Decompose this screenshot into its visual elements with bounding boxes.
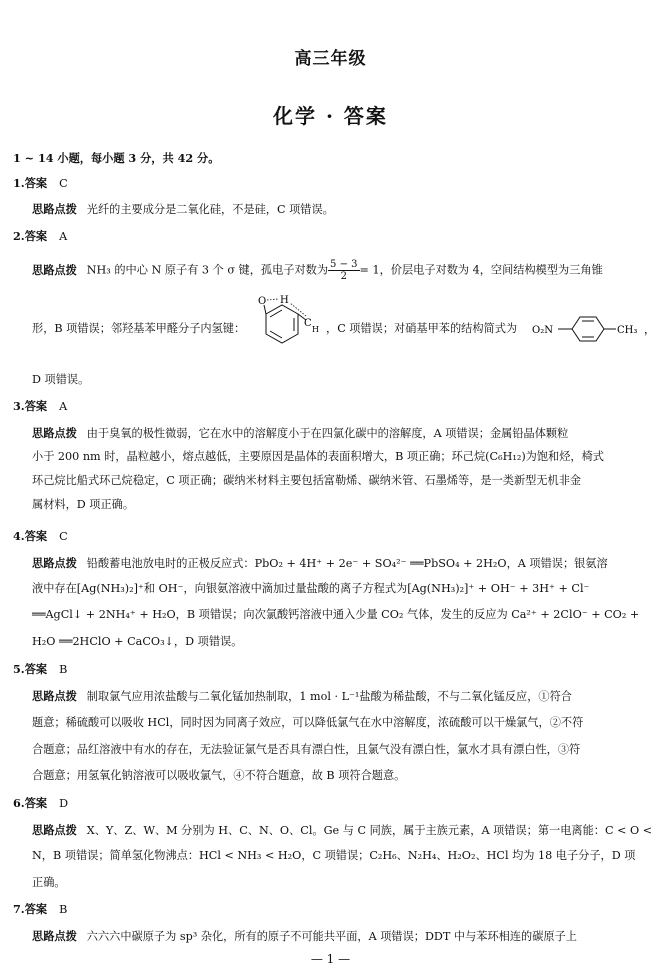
q5-hint-line2: 题意；稀硫酸可以吸收 HCl，同时因为同离子效应，可以降低氯气在水中溶解度，浓硫酸可以干燥氯气，②不符: [32, 716, 584, 729]
q5-answer-line: 5.答案 B: [13, 662, 68, 676]
q2-answer: A: [59, 230, 68, 243]
aldehyde-h-label: H: [312, 325, 319, 334]
q1-hint: 思路点拨 光纤的主要成分是二氧化硅，不是硅，C 项错误。: [32, 202, 334, 216]
carbon-label: C: [304, 318, 312, 329]
q4-answer: C: [59, 530, 68, 543]
q3-answer-line: 3.答案 A: [13, 399, 68, 413]
q5-hint-line1: 思路点拨 制取氯气应用浓盐酸与二氧化锰加热制取，1 mol · L⁻¹盐酸为稀盐酸，不与二氧化锰反应，①符合: [32, 689, 572, 703]
q5-hint-line4: 合题意；用氢氧化钠溶液可以吸收氯气，④不符合题意，故 B 项符合题意。: [32, 769, 406, 782]
q7-answer-line: 7.答案 B: [13, 902, 68, 916]
q4-hint-line2: 液中存在[Ag(NH₃)₂]⁺和 OH⁻，向银氨溶液中滴加过量盐酸的离子方程式为[Ag(NH₃)₂]⁺ + OH⁻ + 3H⁺ + Cl⁻: [32, 582, 590, 595]
q4-hint-line1: 思路点拨 铅酸蓄电池放电时的正极反应式：PbO₂ + 4H⁺ + 2e⁻ + SO₄²⁻ ══PbSO₄ + 2H₂O，A 项错误；银氨溶: [32, 556, 608, 570]
q2-hint-line3: D 项错误。: [32, 373, 90, 386]
q5-answer: B: [59, 663, 68, 676]
salicylaldehyde-structure: [250, 292, 328, 358]
q3-hint-line4: 属材料，D 项正确。: [32, 498, 135, 511]
section-intro: 1 ~ 14 小题，每小题 3 分，共 42 分。: [13, 151, 220, 165]
q3-hint-line1: 思路点拨 由于臭氧的极性微弱，它在水中的溶解度小于在四氯化碳中的溶解度，A 项错误；金属铅晶体颗粒: [32, 426, 569, 440]
q2-hint-line2b: ，C 项错误；对硝基甲苯的结构简式为: [326, 322, 518, 335]
q4-hint-line4: H₂O ══2HClO + CaCO₃↓，D 项错误。: [32, 635, 243, 648]
q1-answer-line: 1.答案 C: [13, 176, 68, 190]
q3-hint-line3: 环己烷比船式环己烷稳定，C 项正确；碳纳米材料主要包括富勒烯、碳纳米管、石墨烯等，是一类新型无机非金: [32, 474, 582, 487]
subject-title: 化学 · 答案: [273, 104, 388, 128]
grade-title: 高三年级: [294, 49, 367, 69]
q1-answer: C: [59, 177, 68, 190]
fraction: $\frac{5 - 3}{2}$: [330, 259, 358, 282]
q4-answer-line: 4.答案 C: [13, 529, 68, 543]
hydrogen-label: H: [280, 295, 289, 306]
q6-answer-line: 6.答案 D: [13, 796, 69, 810]
oxygen-label: O: [258, 296, 267, 307]
q6-answer: D: [59, 797, 69, 810]
benzene-ring: [266, 305, 298, 343]
q3-hint-line2: 小于 200 nm 时，晶粒越小，熔点越低，主要原因是晶体的表面积增大，B 项正确；环己烷(C₆H₁₂)为饱和烃，椅式: [32, 450, 604, 463]
q2-answer-line: 2.答案 A: [13, 229, 68, 243]
p-nitrotoluene-structure: [530, 312, 655, 346]
q6-hint-line3: 正确。: [32, 876, 66, 889]
q5-hint-line3: 合题意；品红溶液中有水的存在，无法验证氯气是否具有漂白性，且氯气没有漂白性，氯水才具有漂白性，③符: [32, 743, 581, 756]
q7-answer: B: [59, 903, 68, 916]
nitro-group-label: O₂N: [532, 325, 553, 336]
comma: ，: [644, 323, 655, 336]
methyl-label: CH₃: [617, 325, 638, 336]
q2-hint-line2: 形，B 项错误；邻羟基苯甲醛分子内氢键：: [32, 322, 246, 335]
q3-answer: A: [59, 400, 68, 413]
q6-hint-line1: 思路点拨 X、Y、Z、W、M 分别为 H、C、N、O、Cl。Ge 与 C 同族，属于主族元素，A 项错误；第一电离能：C < O <: [32, 823, 653, 837]
q2-hint-line1: 思路点拨 NH₃ 的中心 N 原子有 3 个 σ 键，孤电子对数为 $\frac{5 - 3}{2}$ = 1，价层电子对数为 4，空间结构模型为三角锥: [32, 259, 603, 282]
page-number: — 1 —: [310, 952, 351, 966]
q7-hint-line1: 思路点拨 六六六中碳原子为 sp³ 杂化，所有的原子不可能共平面，A 项错误；DDT 中与苯环相连的碳原子上: [32, 929, 577, 943]
q6-hint-line2: N，B 项错误；简单氢化物沸点：HCl < NH₃ < H₂O，C 项错误；C₂H₆、N₂H₄、H₂O₂、HCl 均为 18 电子分子，D 项: [32, 849, 636, 862]
q4-hint-line3: ══AgCl↓ + 2NH₄⁺ + H₂O，B 项错误；向次氯酸钙溶液中通入少量 CO₂ 气体，发生的反应为 Ca²⁺ + 2ClO⁻ + CO₂ +: [32, 608, 640, 621]
